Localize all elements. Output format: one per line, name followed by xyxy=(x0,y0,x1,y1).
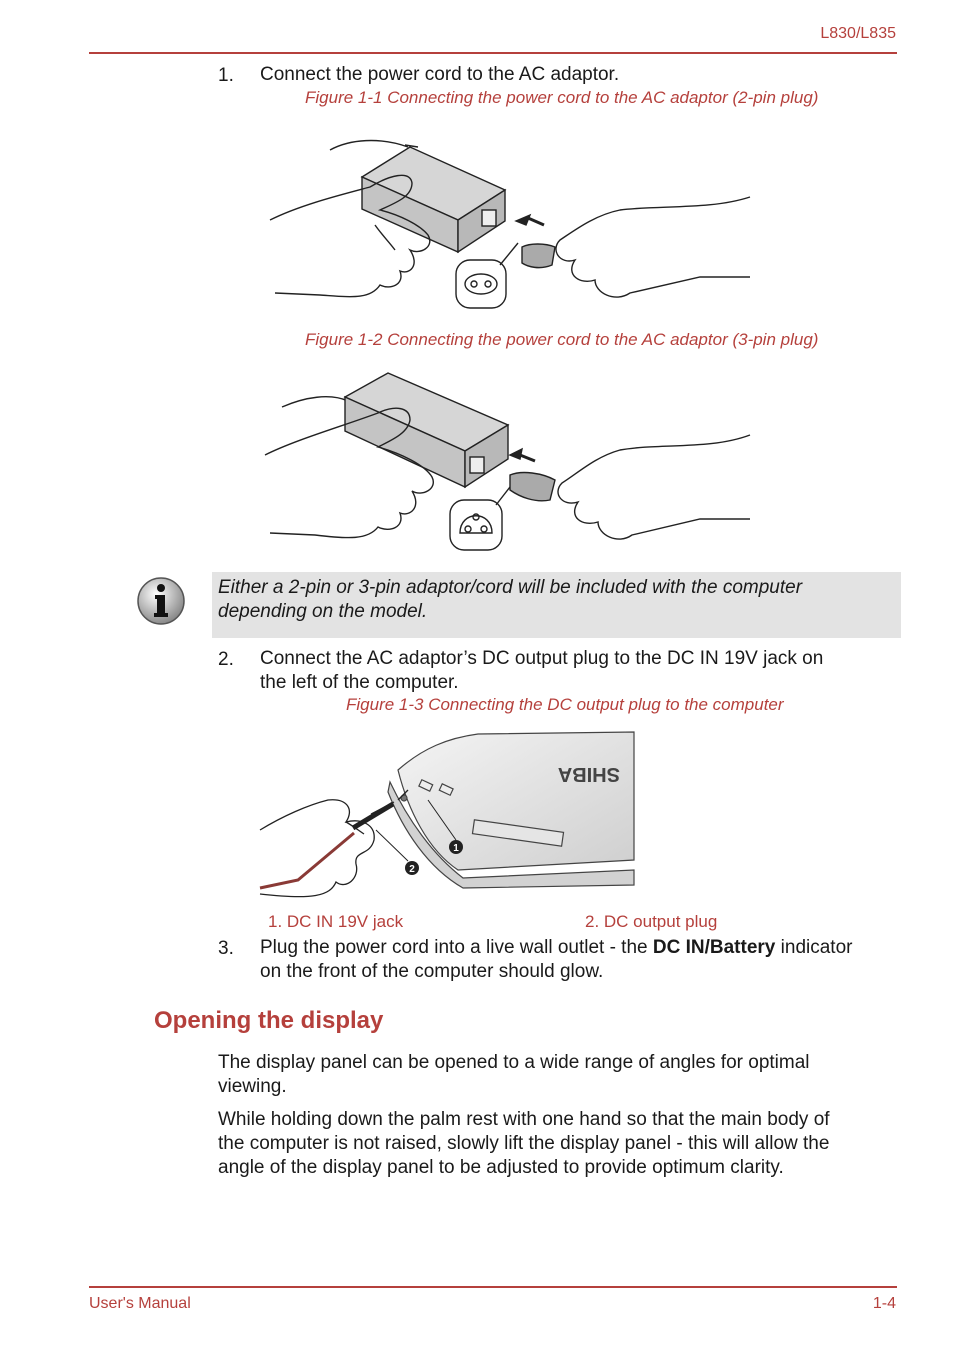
footer-title: User's Manual xyxy=(89,1295,191,1312)
step-3-line-1 xyxy=(260,936,910,960)
step-1-text: Connect the power cord to the AC adaptor. xyxy=(260,64,620,85)
note-line-1: Either a 2-pin or 3-pin adaptor/cord will be included with the computer xyxy=(218,577,803,598)
section-para-1-line-1: The display panel can be opened to a wide range of angles for optimal xyxy=(218,1052,810,1073)
step-3-line-1-start: Plug the power cord into a live wall outlet - the xyxy=(260,937,653,958)
callout-2-label: 2 xyxy=(409,864,415,875)
note-box xyxy=(212,572,901,638)
legend-item-1: 1. DC IN 19V jack xyxy=(268,912,404,931)
section-para-1-line-2: viewing. xyxy=(218,1076,287,1097)
section-para-2-line-3: angle of the display panel to be adjusted to provide optimum clarity. xyxy=(218,1157,784,1178)
laptop-logo: SHIBA xyxy=(557,763,620,785)
page-number: 1-4 xyxy=(872,1295,896,1312)
step-3-text xyxy=(260,936,910,984)
step-2-text xyxy=(260,647,900,695)
section-para-2-line-2: the computer is not raised, slowly lift the display panel - this will allow the xyxy=(218,1133,830,1154)
section-para-2-line-1: While holding down the palm rest with one hand so that the main body of xyxy=(218,1109,830,1130)
step-2-line-2: the left of the computer. xyxy=(260,672,459,693)
legend-item-2: 2. DC output plug xyxy=(585,912,718,931)
callout-1-label: 1 xyxy=(453,843,459,854)
step-2-line-1: Connect the AC adaptor’s DC output plug to the DC IN 19V jack on xyxy=(260,648,824,669)
step-3-number: 3. xyxy=(218,938,234,959)
section-paragraph-2 xyxy=(218,1108,908,1180)
header-rule xyxy=(89,52,897,54)
figure-1-3-illustration xyxy=(258,730,636,902)
step-1-number: 1. xyxy=(218,65,234,86)
step-3-line-1-end: indicator xyxy=(775,937,853,958)
info-icon xyxy=(136,576,186,626)
header-model: L830/L835 xyxy=(820,25,896,42)
note-line-2: depending on the model. xyxy=(218,601,428,622)
section-heading: Opening the display xyxy=(154,1007,384,1034)
figure-1-3-caption: Figure 1-3 Connecting the DC output plug to the computer xyxy=(346,695,784,714)
step-3-line-2: on the front of the computer should glow. xyxy=(260,961,604,982)
footer-rule xyxy=(89,1286,897,1288)
note-text xyxy=(218,576,888,624)
figure-1-2-caption: Figure 1-2 Connecting the power cord to the AC adaptor (3-pin plug) xyxy=(305,330,819,349)
section-paragraph-1 xyxy=(218,1051,898,1099)
figure-1-1-caption: Figure 1-1 Connecting the power cord to the AC adaptor (2-pin plug) xyxy=(305,88,819,107)
figure-1-2-illustration xyxy=(260,365,770,555)
step-2-number: 2. xyxy=(218,649,234,670)
step-3-indicator-name: DC IN/Battery xyxy=(652,937,776,958)
figure-1-1-illustration xyxy=(260,125,770,315)
